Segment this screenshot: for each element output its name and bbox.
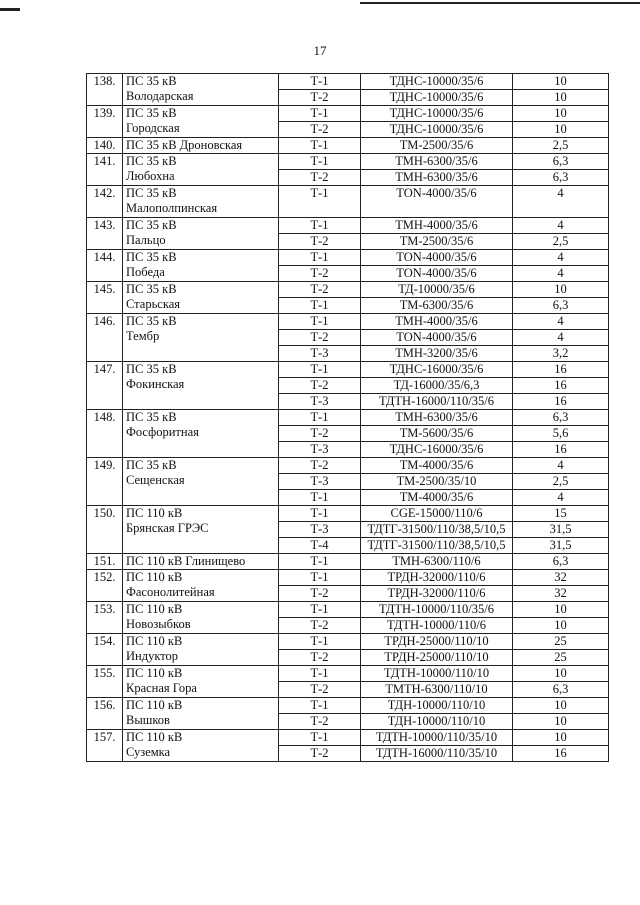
station-name-line: Индуктор (126, 649, 179, 663)
station-number: 146. (87, 314, 123, 362)
transformer-power: 4 (513, 330, 609, 346)
station-number: 153. (87, 602, 123, 634)
station-name-line: ПС 110 кВ (126, 698, 183, 712)
transformer-model: ТДТН-10000/110/6 (361, 618, 513, 634)
transformer-id: Т-1 (279, 730, 361, 746)
transformer-model: CGE-15000/110/6 (361, 506, 513, 522)
transformer-power: 4 (513, 266, 609, 282)
station-name-line: ПС 35 кВ (126, 362, 177, 376)
transformer-id: Т-1 (279, 250, 361, 266)
transformer-power: 10 (513, 106, 609, 122)
station-name (123, 74, 279, 106)
transformer-model: ТОN-4000/35/6 (361, 250, 513, 266)
station-name-line: ПС 35 кВ Дроновская (126, 138, 243, 152)
top-rule (360, 2, 640, 4)
transformer-power: 16 (513, 378, 609, 394)
transformer-model: ТРДН-25000/110/10 (361, 634, 513, 650)
station-number: 142. (87, 186, 123, 218)
station-name-line: Суземка (126, 745, 171, 759)
transformer-id: Т-2 (279, 122, 361, 138)
table-row (87, 554, 609, 570)
transformer-id: Т-2 (279, 378, 361, 394)
table-row (87, 602, 609, 618)
transformer-power: 6,3 (513, 154, 609, 170)
transformer-power: 6,3 (513, 170, 609, 186)
transformer-power: 10 (513, 730, 609, 746)
station-name-line: ПС 35 кВ (126, 218, 177, 232)
station-name (123, 218, 279, 250)
station-name-line: ПС 35 кВ (126, 250, 177, 264)
station-number: 156. (87, 698, 123, 730)
table-row (87, 634, 609, 650)
transformer-power: 4 (513, 490, 609, 506)
transformer-id: Т-2 (279, 282, 361, 298)
station-name (123, 698, 279, 730)
transformer-power: 6,3 (513, 410, 609, 426)
station-name-line: Пальцо (126, 233, 166, 247)
transformer-id: Т-3 (279, 346, 361, 362)
station-name (123, 666, 279, 698)
table-row (87, 154, 609, 170)
station-name (123, 314, 279, 362)
transformer-model: ТДТН-16000/110/35/10 (361, 746, 513, 762)
transformer-id: Т-3 (279, 474, 361, 490)
transformer-model: ТРДН-32000/110/6 (361, 570, 513, 586)
table-row (87, 186, 609, 218)
transformer-id: Т-3 (279, 442, 361, 458)
transformer-id: Т-1 (279, 602, 361, 618)
transformer-id: Т-2 (279, 650, 361, 666)
station-name-line: Вышков (126, 713, 170, 727)
transformer-power: 10 (513, 122, 609, 138)
transformer-power: 3,2 (513, 346, 609, 362)
transformer-power: 4 (513, 250, 609, 266)
transformer-model: ТОN-4000/35/6 (361, 330, 513, 346)
station-name-line: ПС 110 кВ (126, 634, 183, 648)
station-name-line: ПС 35 кВ (126, 154, 177, 168)
transformer-power: 32 (513, 586, 609, 602)
station-name (123, 634, 279, 666)
transformer-id: Т-1 (279, 154, 361, 170)
transformer-model: ТМ-4000/35/6 (361, 458, 513, 474)
transformer-power: 4 (513, 186, 609, 218)
station-name-line: Володарская (126, 89, 194, 103)
transformer-id: Т-1 (279, 698, 361, 714)
station-name-line: ПС 35 кВ (126, 186, 177, 200)
transformer-id: Т-1 (279, 506, 361, 522)
station-name-line: Тембр (126, 329, 160, 343)
transformer-power: 5,6 (513, 426, 609, 442)
station-name-line: ПС 110 кВ (126, 506, 183, 520)
transformer-power: 31,5 (513, 538, 609, 554)
table-row (87, 730, 609, 746)
transformer-power: 10 (513, 602, 609, 618)
transformer-power: 25 (513, 650, 609, 666)
station-name (123, 602, 279, 634)
transformer-model: ТДНС-16000/35/6 (361, 362, 513, 378)
station-number: 145. (87, 282, 123, 314)
transformer-model: ТДН-10000/110/10 (361, 714, 513, 730)
transformer-id: Т-1 (279, 74, 361, 90)
transformer-model: ТДНС-10000/35/6 (361, 106, 513, 122)
table-row (87, 506, 609, 522)
station-name-line: Фосфоритная (126, 425, 199, 439)
transformer-id: Т-2 (279, 618, 361, 634)
station-name-line: ПС 35 кВ (126, 314, 177, 328)
table-row (87, 218, 609, 234)
transformer-id: Т-4 (279, 538, 361, 554)
transformer-power: 32 (513, 570, 609, 586)
station-number: 138. (87, 74, 123, 106)
transformer-id: Т-1 (279, 410, 361, 426)
table-row (87, 106, 609, 122)
transformer-id: Т-2 (279, 330, 361, 346)
transformer-id: Т-1 (279, 138, 361, 154)
station-name (123, 554, 279, 570)
station-name-line: ПС 110 кВ (126, 570, 183, 584)
transformer-model: ТРДН-32000/110/6 (361, 586, 513, 602)
transformer-power: 16 (513, 362, 609, 378)
station-name-line: Новозыбков (126, 617, 191, 631)
station-number: 155. (87, 666, 123, 698)
transformer-id: Т-3 (279, 522, 361, 538)
transformer-id: Т-1 (279, 362, 361, 378)
transformer-id: Т-1 (279, 570, 361, 586)
station-number: 143. (87, 218, 123, 250)
transformer-id: Т-1 (279, 218, 361, 234)
station-name (123, 106, 279, 138)
station-name-line: Красная Гора (126, 681, 197, 695)
transformer-model: ТМ-2500/35/6 (361, 234, 513, 250)
table-row (87, 458, 609, 474)
transformer-id: Т-1 (279, 106, 361, 122)
transformer-model: ТДТН-10000/110/35/6 (361, 602, 513, 618)
station-name (123, 250, 279, 282)
station-name-line: Фокинская (126, 377, 185, 391)
station-number: 149. (87, 458, 123, 506)
transformer-model: ТДТГ-31500/110/38,5/10,5 (361, 522, 513, 538)
transformer-power: 16 (513, 442, 609, 458)
transformer-model: ТДНС-10000/35/6 (361, 122, 513, 138)
transformer-power: 16 (513, 394, 609, 410)
station-name (123, 282, 279, 314)
station-number: 139. (87, 106, 123, 138)
station-name-line: Фасонолитейная (126, 585, 215, 599)
transformer-model: ТМ-2500/35/6 (361, 138, 513, 154)
station-name-line: Брянская ГРЭС (126, 521, 209, 535)
transformer-model: ТМ-2500/35/10 (361, 474, 513, 490)
transformer-model: ТОN-4000/35/6 (361, 266, 513, 282)
transformer-model: ТДТН-16000/110/35/6 (361, 394, 513, 410)
station-number: 144. (87, 250, 123, 282)
table-row (87, 698, 609, 714)
table-row (87, 410, 609, 426)
transformer-power: 10 (513, 74, 609, 90)
transformer-id: Т-2 (279, 746, 361, 762)
transformer-model: ТМН-4000/35/6 (361, 218, 513, 234)
transformer-model: ТМ-5600/35/6 (361, 426, 513, 442)
station-name-line: Малополпинская (126, 201, 218, 215)
transformer-id: Т-3 (279, 394, 361, 410)
transformer-id: Т-1 (279, 554, 361, 570)
station-name (123, 506, 279, 554)
transformer-id: Т-1 (279, 314, 361, 330)
transformer-model: ТМН-6300/35/6 (361, 154, 513, 170)
transformer-model: ТДН-10000/110/10 (361, 698, 513, 714)
transformer-model: ТДНС-16000/35/6 (361, 442, 513, 458)
transformer-model: ТМТН-6300/110/10 (361, 682, 513, 698)
transformer-power: 6,3 (513, 682, 609, 698)
station-name-line: ПС 110 кВ Глинищево (126, 554, 246, 568)
station-name (123, 186, 279, 218)
transformer-model: ТОN-4000/35/6 (361, 186, 513, 218)
transformer-model: ТМН-6300/35/6 (361, 170, 513, 186)
transformer-model: ТДТН-10000/110/10 (361, 666, 513, 682)
substation-equipment-table (86, 73, 609, 762)
station-name (123, 154, 279, 186)
station-number: 151. (87, 554, 123, 570)
transformer-power: 6,3 (513, 554, 609, 570)
station-name-line: Победа (126, 265, 165, 279)
transformer-model: ТРДН-25000/110/10 (361, 650, 513, 666)
transformer-id: Т-2 (279, 90, 361, 106)
table-row (87, 570, 609, 586)
station-name-line: Сещенская (126, 473, 185, 487)
transformer-power: 4 (513, 314, 609, 330)
station-name-line: ПС 110 кВ (126, 730, 183, 744)
transformer-id: Т-2 (279, 234, 361, 250)
station-number: 148. (87, 410, 123, 458)
transformer-power: 6,3 (513, 298, 609, 314)
transformer-model: ТМН-4000/35/6 (361, 314, 513, 330)
station-number: 140. (87, 138, 123, 154)
transformer-id: Т-2 (279, 714, 361, 730)
transformer-power: 15 (513, 506, 609, 522)
station-name (123, 730, 279, 762)
station-name (123, 458, 279, 506)
station-name-line: ПС 110 кВ (126, 602, 183, 616)
transformer-power: 10 (513, 90, 609, 106)
station-number: 152. (87, 570, 123, 602)
table-row (87, 74, 609, 90)
station-name (123, 410, 279, 458)
station-number: 141. (87, 154, 123, 186)
transformer-id: Т-1 (279, 634, 361, 650)
transformer-id: Т-2 (279, 266, 361, 282)
station-name-line: ПС 35 кВ (126, 282, 177, 296)
station-name-line: ПС 35 кВ (126, 410, 177, 424)
transformer-model: ТДТГ-31500/110/38,5/10,5 (361, 538, 513, 554)
transformer-model: ТМ-4000/35/6 (361, 490, 513, 506)
transformer-model: ТМ-6300/35/6 (361, 298, 513, 314)
table-body (87, 74, 609, 762)
transformer-power: 4 (513, 218, 609, 234)
station-name-line: ПС 35 кВ (126, 458, 177, 472)
transformer-id: Т-2 (279, 586, 361, 602)
transformer-id: Т-1 (279, 490, 361, 506)
station-name-line: Городская (126, 121, 180, 135)
transformer-model: ТДНС-10000/35/6 (361, 90, 513, 106)
transformer-power: 16 (513, 746, 609, 762)
transformer-id: Т-1 (279, 186, 361, 218)
transformer-model: ТМН-6300/35/6 (361, 410, 513, 426)
transformer-id: Т-2 (279, 170, 361, 186)
transformer-power: 4 (513, 458, 609, 474)
station-name-line: Старьская (126, 297, 181, 311)
table-row (87, 250, 609, 266)
transformer-power: 10 (513, 698, 609, 714)
transformer-id: Т-2 (279, 458, 361, 474)
transformer-power: 2,5 (513, 234, 609, 250)
transformer-id: Т-2 (279, 682, 361, 698)
station-name (123, 570, 279, 602)
station-number: 154. (87, 634, 123, 666)
transformer-power: 10 (513, 282, 609, 298)
scan-edge-mark (0, 8, 20, 11)
station-name-line: Любохна (126, 169, 175, 183)
transformer-model: ТДНС-10000/35/6 (361, 74, 513, 90)
transformer-power: 31,5 (513, 522, 609, 538)
station-number: 147. (87, 362, 123, 410)
transformer-id: Т-1 (279, 666, 361, 682)
station-number: 150. (87, 506, 123, 554)
transformer-power: 10 (513, 666, 609, 682)
transformer-power: 10 (513, 618, 609, 634)
transformer-id: Т-1 (279, 298, 361, 314)
station-number: 157. (87, 730, 123, 762)
transformer-power: 25 (513, 634, 609, 650)
station-name-line: ПС 110 кВ (126, 666, 183, 680)
table-row (87, 666, 609, 682)
transformer-model: ТМН-3200/35/6 (361, 346, 513, 362)
transformer-model: ТДТН-10000/110/35/10 (361, 730, 513, 746)
transformer-power: 2,5 (513, 138, 609, 154)
transformer-power: 2,5 (513, 474, 609, 490)
station-name-line: ПС 35 кВ (126, 106, 177, 120)
transformer-model: ТД-10000/35/6 (361, 282, 513, 298)
transformer-power: 10 (513, 714, 609, 730)
table-row (87, 138, 609, 154)
table-row (87, 314, 609, 330)
transformer-model: ТМН-6300/110/6 (361, 554, 513, 570)
station-name-line: ПС 35 кВ (126, 74, 177, 88)
table-row (87, 362, 609, 378)
station-name (123, 138, 279, 154)
station-name (123, 362, 279, 410)
page-number: 17 (313, 43, 327, 58)
transformer-model: ТД-16000/35/6,3 (361, 378, 513, 394)
table-row (87, 282, 609, 298)
transformer-id: Т-2 (279, 426, 361, 442)
